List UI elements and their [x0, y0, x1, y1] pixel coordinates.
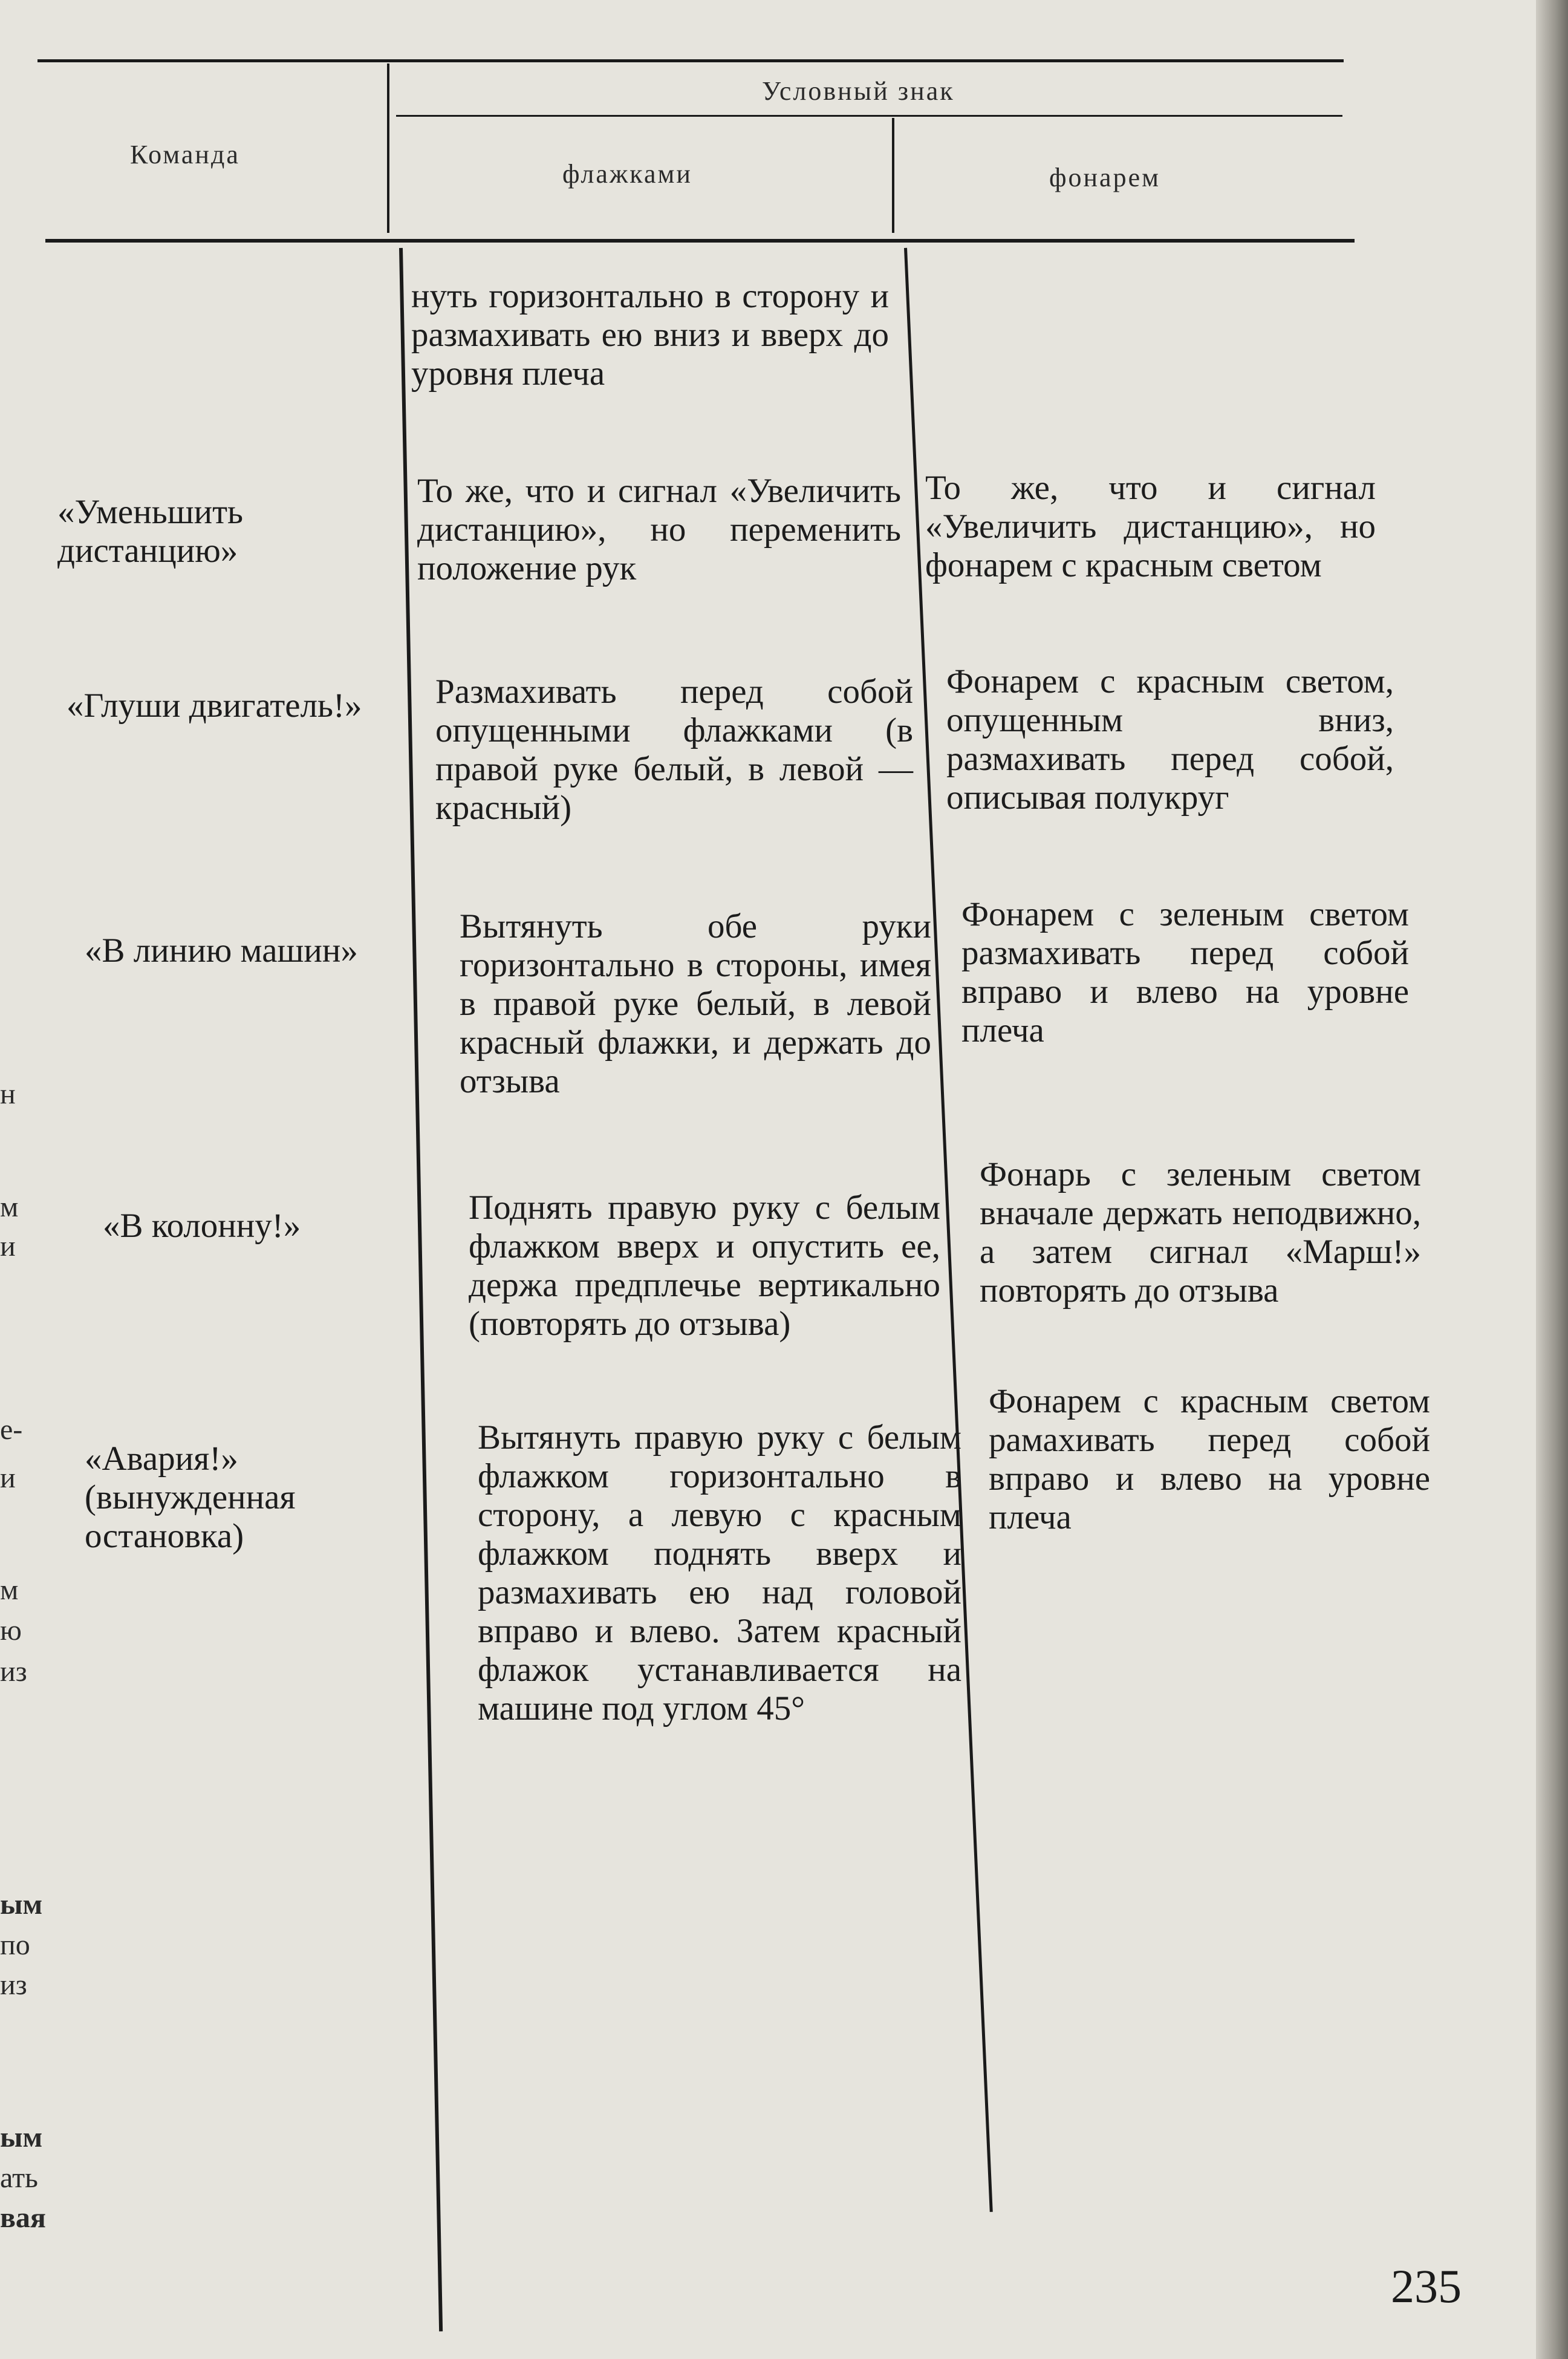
table-cell-command: «В линию машин»: [85, 932, 358, 970]
fragment: ю: [0, 1614, 22, 1646]
table-cell-command: «Глуши двигатель!»: [67, 687, 362, 725]
fragment: по: [0, 1929, 30, 1961]
column-header-sign: Условный знак: [762, 76, 955, 106]
table-cell-flags: нуть горизонтально в сторону и размахивать ею вниз и вверх до уровня плеча: [411, 277, 889, 393]
header-divider-right: [892, 118, 894, 233]
table-cell-flags: Размахивать перед собой опущенными флажками (в правой руке белый, в левой — красный): [435, 673, 913, 827]
previous-page-edge: [0, 0, 46, 2359]
column-header-command: Команда: [130, 140, 240, 169]
fragment: из: [0, 1969, 27, 2001]
header-sub-rule: [396, 115, 1342, 117]
fragment: из: [0, 1656, 27, 1688]
fragment: е-: [0, 1414, 23, 1446]
table-cell-flags: Поднять правую руку с белым флажком вверх и опустить ее, держа предплечье вертикально (повторять до отзыва): [469, 1189, 940, 1343]
table-cell-lantern: Фонарем с красным светом рамахивать перед собой вправо и влево на уровне плеча: [989, 1382, 1430, 1536]
table-cell-command: «Уменьшить дистанцию»: [57, 493, 244, 570]
fragment: и: [0, 1230, 16, 1262]
page-number: 235: [1391, 2260, 1462, 2312]
table-cell-flags: Вытянуть обе руки горизонтально в стороны, имея в правой руке белый, в левой красный флажки, и держать до отзыва: [460, 907, 931, 1100]
column-header-flags: флажками: [562, 159, 692, 189]
table-cell-lantern: Фонарем с зеленым светом размахивать перед собой вправо и влево на уровне плеча: [961, 895, 1409, 1049]
header-divider-left: [387, 64, 389, 233]
fragment: вая: [0, 2202, 46, 2234]
table-cell-lantern: Фонарь с зеленым светом вначале держать неподвижно, а затем сигнал «Марш!» повторять до отзыва: [980, 1155, 1421, 1310]
fragment: н: [0, 1078, 16, 1110]
table-cell-lantern: То же, что и сигнал «Увеличить дистанцию», но фонарем с красным светом: [925, 469, 1376, 584]
table-cell-flags: Вытянуть правую руку с белым флажком горизонтально в сторону, а левую с красным флажком поднять вверх и размахивать ею над головой вправо и влево. Затем красный флажок устанавливается на машине под углом 45°: [478, 1418, 961, 1728]
table-cell-command: «В колонну!»: [103, 1207, 301, 1245]
header-bottom-rule: [45, 239, 1355, 243]
table-cell-command: «Авария!» (вынужденная остановка): [85, 1440, 296, 1555]
fragment: м: [0, 1191, 19, 1223]
fragment: ым: [0, 2121, 43, 2153]
fragment: ым: [0, 1888, 43, 1920]
table-top-rule: [37, 59, 1344, 62]
table-cell-lantern: Фонарем с красным светом, опущенным вниз, размахивать перед собой, описывая полукруг: [946, 662, 1394, 817]
column-header-lantern: фонарем: [1049, 163, 1160, 192]
page-stack-edge: [1536, 0, 1568, 2359]
fragment: ать: [0, 2162, 38, 2194]
table-cell-flags: То же, что и сигнал «Увеличить дистанцию», но переменить положение рук: [417, 472, 901, 587]
fragment: м: [0, 1574, 19, 1606]
fragment: и: [0, 1462, 16, 1494]
